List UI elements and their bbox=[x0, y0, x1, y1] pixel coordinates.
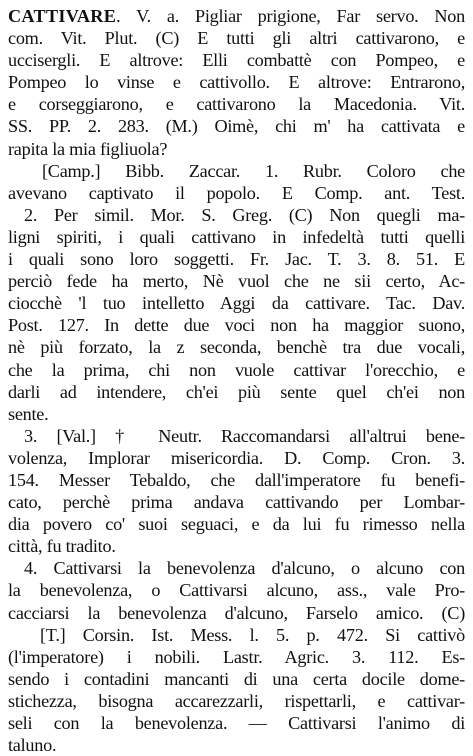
entry-line-6: SS. PP. 2. 283. (M.) Oimè, chi m' ha cattivata e bbox=[8, 116, 465, 137]
entry-line-25: città, fu tradito. bbox=[8, 536, 116, 557]
entry-line-10: 2. Per simil. Mor. S. Greg. (C) Non quegli ma- bbox=[24, 204, 465, 225]
entry-line-19: sente. bbox=[8, 403, 49, 424]
entry-line-8: [Camp.] Bibb. Zaccar. 1. Rubr. Coloro che bbox=[42, 160, 465, 181]
entry-line-18: darli ad intendere, ch'ei più sente quel ch'ei non bbox=[8, 381, 465, 402]
entry-line-1: CATTIVARE. V. a. Pigliar prigione, Far servo. Non bbox=[8, 6, 465, 26]
entry-line-14: ciocchè 'l tuo intelletto Aggi da cattivare. Tac. Dav. bbox=[8, 293, 465, 314]
entry-line-27: la benevolenza, o Cattivarsi alcuno, ass., vale Pro- bbox=[8, 580, 465, 601]
entry-line-26: 4. Cattivarsi la benevolenza d'alcuno, o alcuno con bbox=[24, 558, 465, 579]
entry-line-15: Post. 127. In dette due voci non ha maggior suono, bbox=[8, 315, 465, 336]
entry-line-21: volenza, Implorar misericordia. D. Comp. Cron. 3. bbox=[8, 447, 465, 468]
entry-line-13: perciò fede ha merto, Nè vuol che ne sii certo, Ac- bbox=[8, 271, 465, 292]
entry-line-24: dia povero co' suoi seguaci, e da lui fu rimesso nella bbox=[8, 514, 465, 535]
entry-line-5: e corseggiarono, e cattivarono la Macedonia. Vit. bbox=[8, 94, 465, 115]
entry-line-17: che la prima, chi non vuole cattivar l'orecchio, e bbox=[8, 359, 465, 380]
entry-line-34: taluno. bbox=[8, 735, 57, 756]
entry-line-32: stichezza, bisogna accarezzarli, rispettarli, e cattivar- bbox=[8, 690, 465, 711]
entry-line-29: [T.] Corsin. Ist. Mess. l. 5. p. 472. Si cattivò bbox=[40, 624, 465, 645]
entry-line-7: rapita la mia figliuola? bbox=[8, 138, 168, 159]
entry-line-28: cacciarsi la benevolenza d'alcuno, Farselo amico. (C) bbox=[8, 602, 465, 623]
entry-line-12: i quali sono loro soggetti. Fr. Jac. T. 3. 8. 51. E bbox=[8, 249, 465, 270]
entry-line-11: ligni spiriti, i quali cattivano in infedeltà tutti quelli bbox=[8, 226, 465, 247]
entry-line-33: seli con la benevolenza. — Cattivarsi l'animo di bbox=[8, 713, 465, 733]
entry-line-23: cato, perchè prima andava cattivando per Lombar- bbox=[8, 492, 465, 513]
entry-line-30: (l'imperatore) i nobili. Lastr. Agric. 3. 112. Es- bbox=[8, 646, 465, 667]
entry-line-3: uccisergli. E altrove: Elli combattè con Pompeo, e bbox=[8, 50, 465, 71]
entry-line-9: avevano captivato il popolo. E Comp. ant. Test. bbox=[8, 182, 465, 203]
entry-line-20: 3. [Val.] † Neutr. Raccomandarsi all'altrui bene- bbox=[24, 425, 465, 446]
entry-line-4: Pompeo lo vinse e cattivollo. E altrove: Entrarono, bbox=[8, 72, 465, 93]
headword: CATTIVARE bbox=[8, 6, 117, 26]
entry-line-2: com. Vit. Plut. (C) E tutti gli altri cattivarono, e bbox=[8, 28, 465, 49]
entry-line-22: 154. Messer Tebaldo, che dall'imperatore fu benefi- bbox=[8, 469, 465, 490]
entry-line-31: sendo i contadini mancanti di una certa docile dome- bbox=[8, 668, 465, 689]
entry-line-16: nè più forzato, la z seconda, benchè tra due vocali, bbox=[8, 337, 465, 358]
